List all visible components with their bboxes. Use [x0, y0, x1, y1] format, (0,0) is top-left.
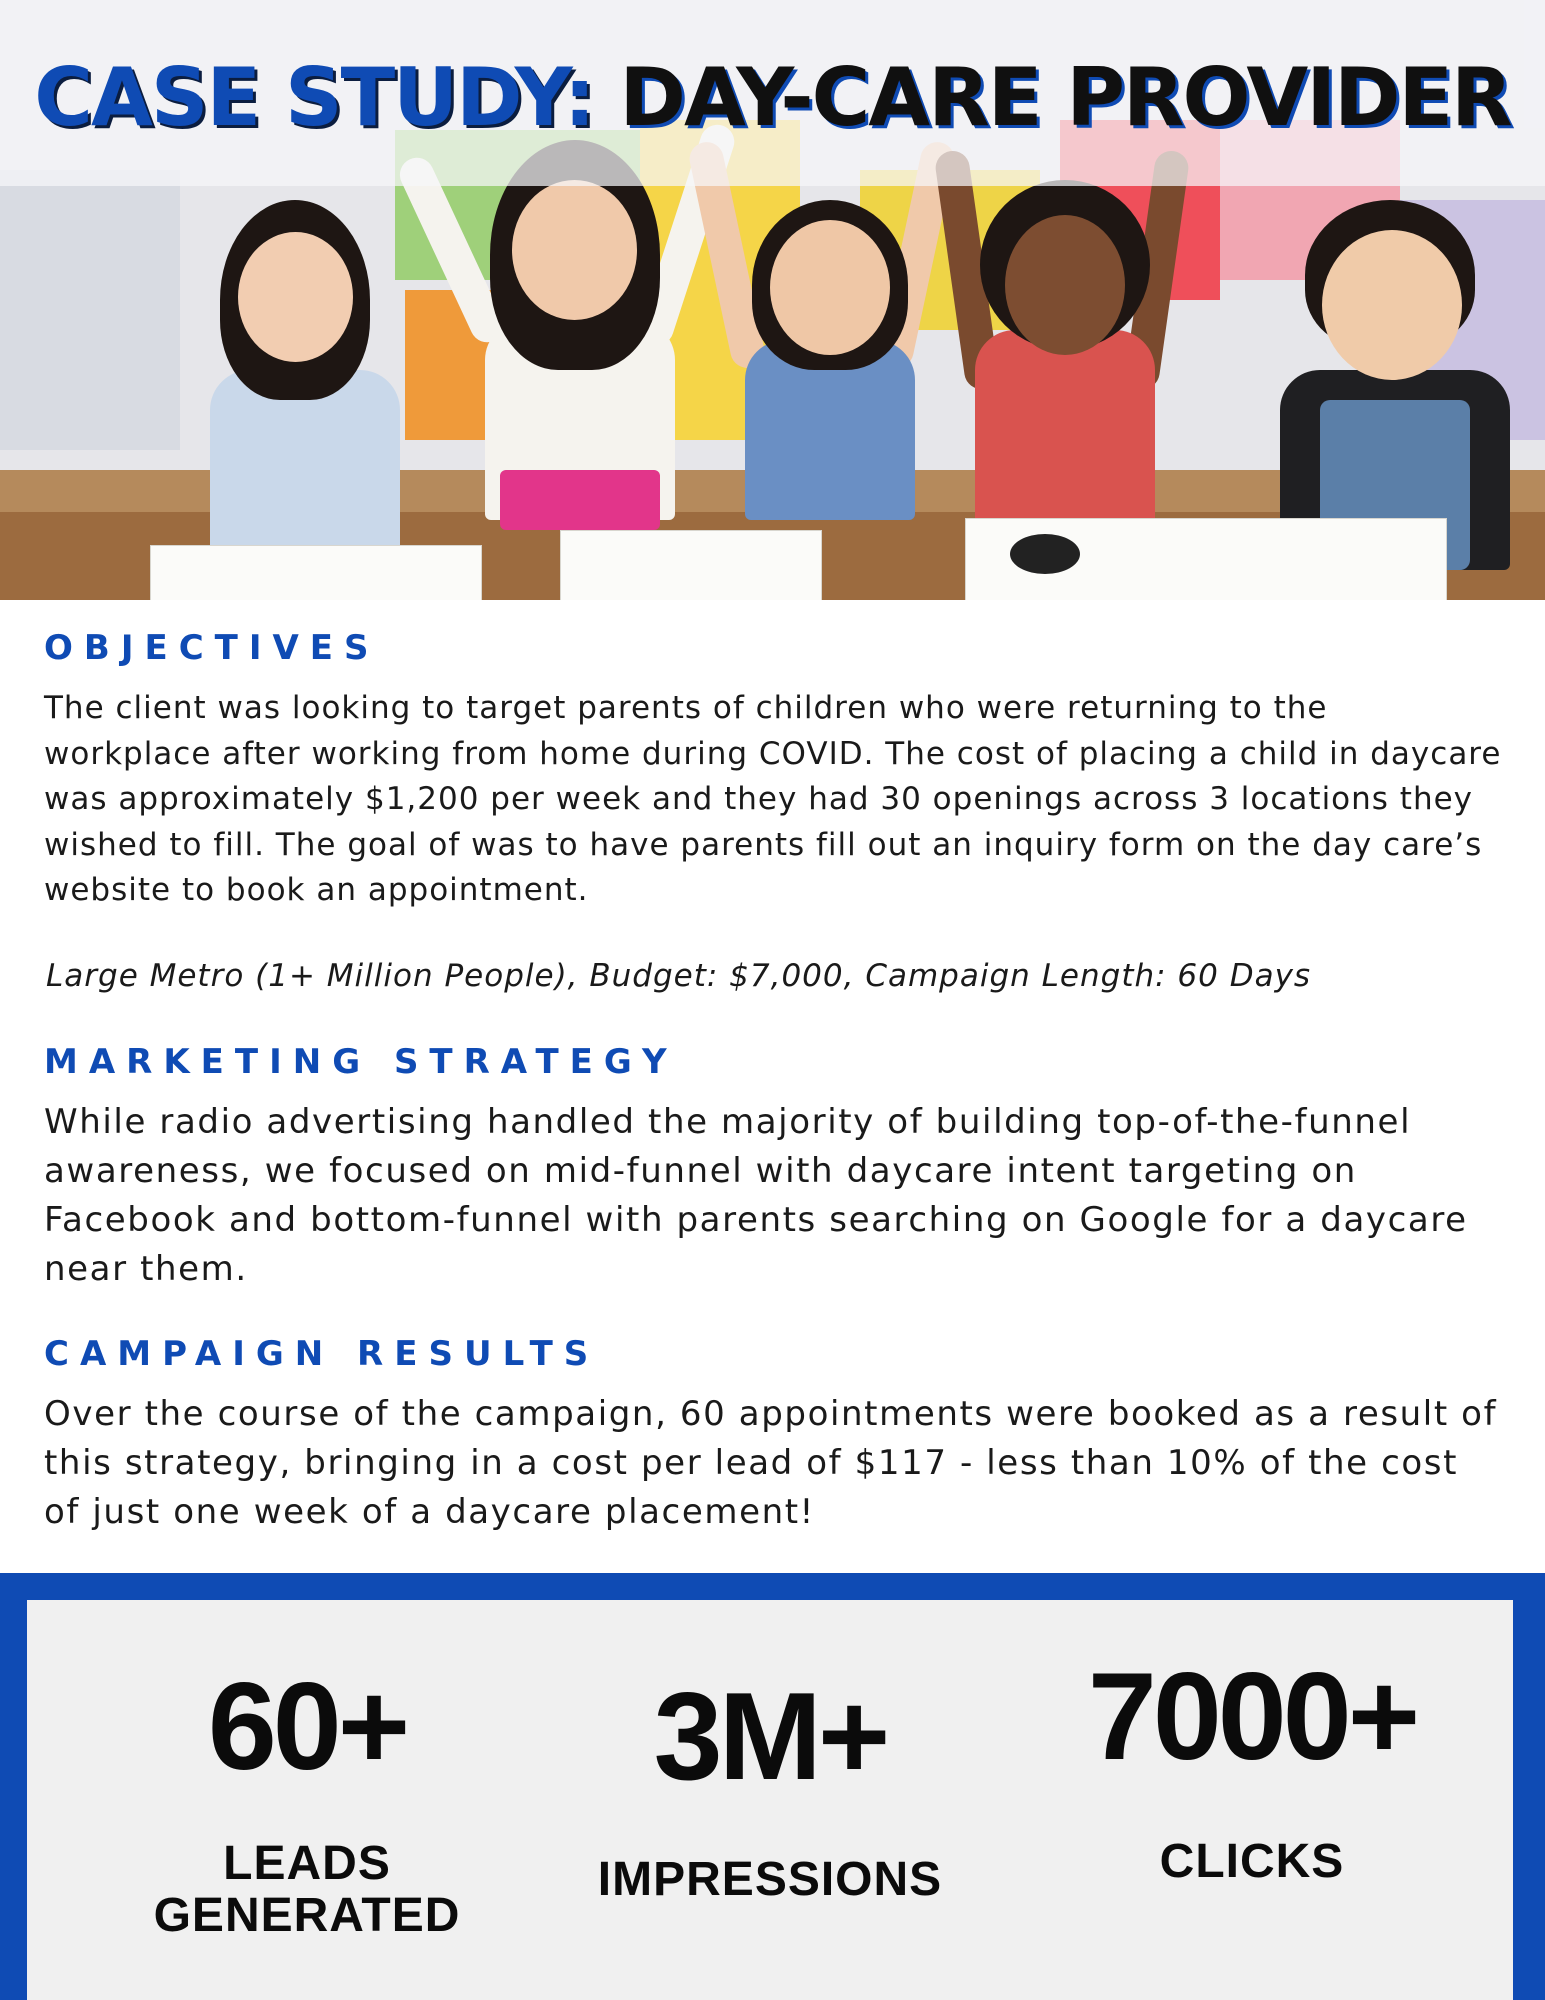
stat-leads [77, 1658, 537, 1942]
drawing-paper [560, 530, 822, 600]
stat-impressions [540, 1668, 1000, 1906]
strategy-heading: MARKETING STRATEGY [44, 1042, 678, 1082]
child-figure [950, 150, 1180, 520]
results-body: Over the course of the campaign, 60 appointments were booked as a result of this strategy, bringing in a cost per lead of $117 - less than 10% of the cost of just one week of a daycare placement! [44, 1394, 1498, 1532]
stat-value: 3M+ [653, 1668, 887, 1806]
page-title [0, 48, 1545, 148]
stat-label: LEADS GENERATED [153, 1837, 461, 1942]
child-figure [150, 200, 450, 560]
stat-clicks [1017, 1648, 1487, 1888]
campaign-meta: Large Metro (1+ Million People), Budget: $7,000, Campaign Length: 60 Days [46, 958, 1312, 994]
hero-photo [0, 0, 1545, 600]
title-subject: DAY-CARE PROVIDER [619, 51, 1511, 144]
title-prefix: CASE STUDY: [34, 51, 594, 144]
stat-label: CLICKS [1159, 1835, 1345, 1888]
stat-value: 7000+ [1087, 1648, 1417, 1786]
stat-value: 60+ [207, 1658, 407, 1796]
stats-panel [0, 1573, 1545, 2000]
child-figure [700, 140, 960, 510]
strategy-body: While radio advertising handled the majority of building top-of-the-funnel awareness, we focused on mid-funnel with daycare intent targeting on Facebook and bottom-funnel with parents searching on Google for a daycare near them. [44, 1102, 1468, 1289]
paper-drawing [1010, 534, 1080, 574]
drawing-paper [150, 545, 482, 600]
objectives-heading: OBJECTIVES [44, 628, 380, 668]
child-figure [1260, 200, 1540, 550]
results-heading: CAMPAIGN RESULTS [44, 1334, 600, 1374]
objectives-body: The client was looking to target parents of children who were returning to the workplace after working from home during COVID. The cost of placing a child in daycare was approximately $1,200 per week and they had 30 openings across 3 locations they wished to fill. The goal of was to have parents fill out an inquiry form on the day care’s website to book an appointment. [44, 690, 1502, 908]
stat-label: IMPRESSIONS [597, 1853, 943, 1906]
